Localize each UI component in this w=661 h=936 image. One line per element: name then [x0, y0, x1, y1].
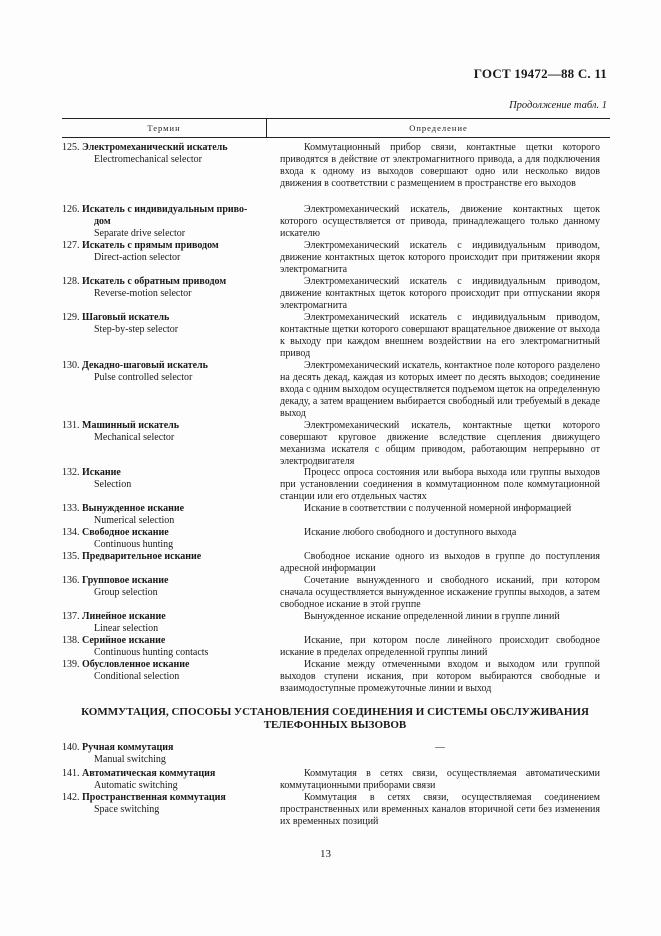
term-number: 130. [62, 360, 80, 371]
term-en: Direct-action selector [94, 252, 181, 263]
definition-cell [280, 659, 600, 695]
term-en: Linear selection [94, 623, 159, 634]
term-cell [62, 240, 268, 264]
term-cell [62, 142, 268, 166]
term-en: Electromechanical selector [94, 154, 202, 165]
term-ru: Ручная коммутация [82, 742, 174, 753]
term-number: 137. [62, 611, 80, 622]
table-header [62, 118, 610, 138]
term-number: 125. [62, 142, 80, 153]
term-en: Manual switching [94, 754, 166, 765]
definition-text: Сочетание вынужденного и свободного исканий, при котором сначала осуществляется вынужденное искажение группы выходов, а затем свободное искание в этой группе [280, 575, 600, 610]
term-ru: Серийное искание [82, 635, 166, 646]
column-header-term: Термин [62, 119, 267, 137]
term-number: 136. [62, 575, 80, 586]
term-ru: Искатель с прямым приводом [82, 240, 219, 251]
term-en: Continuous hunting [94, 539, 174, 550]
term-en: Pulse controlled selector [94, 372, 193, 383]
term-en: Mechanical selector [94, 432, 175, 443]
definition-text: Вынужденное искание определенной линии в группе линий [304, 611, 560, 622]
definition-cell [280, 467, 600, 503]
term-ru: Предварительное искание [82, 551, 202, 562]
term-number: 129. [62, 312, 80, 323]
term-cell [62, 611, 268, 635]
term-number: 128. [62, 276, 80, 287]
definition-cell [280, 575, 600, 611]
term-cell [62, 312, 268, 336]
definition-cell [280, 276, 600, 312]
definition-text: Процесс опроса состояния или выбора выхода или группы выходов при установлении соединения в коммутационном поле коммутационной станции или его отдельных частях [280, 467, 600, 502]
definition-cell [280, 420, 600, 468]
term-cell [62, 742, 268, 766]
definition-text: Коммутация в сетях связи, осуществляемая автоматическими коммутационными приборами связи [280, 768, 600, 791]
definition-cell [280, 611, 600, 623]
term-cell [62, 420, 268, 444]
term-en: Space switching [94, 804, 160, 815]
definition-text: — [435, 742, 445, 753]
term-number: 141. [62, 768, 80, 779]
term-en: Selection [94, 479, 132, 490]
term-cell [62, 792, 268, 816]
term-number: 132. [62, 467, 80, 478]
term-en: Group selection [94, 587, 158, 598]
term-ru: Линейное искание [82, 611, 166, 622]
term-cell [62, 551, 268, 563]
definition-cell [280, 360, 600, 420]
definition-text: Электромеханический искатель, движение контактных щеток которого осуществляется от привода, принадлежащего только данному искателю [280, 204, 600, 239]
term-number: 127. [62, 240, 80, 251]
term-en: Reverse-motion selector [94, 288, 192, 299]
term-ru: Машинный искатель [82, 420, 180, 431]
term-number: 131. [62, 420, 80, 431]
definition-text: Искание между отмеченными входом и выходом или группой выходов ступени искания, при котором выбираются свободные и взаимодоступные промежуточные линии и выход [280, 659, 600, 694]
definition-text: Электромеханический искатель, контактные щетки которого совершают круговое движение вследствие сцепления движущего механизма искателя с общим приводом, работающим непрерывно от электродвигателя [280, 420, 600, 467]
term-cell [62, 768, 268, 792]
definition-text: Электромеханический искатель, контактное поле которого разделено на десять декад, каждая из которых имеет по десять выходов; соединение входа с одним выходом осуществляется подъемом щеток на определенную декаду, а затем вращением выбирается свободный или требуемый в декаде выход [280, 360, 600, 419]
definition-cell [280, 792, 600, 828]
term-en: Continuous hunting contacts [94, 647, 209, 658]
term-cell [62, 276, 268, 300]
term-cell [62, 503, 268, 527]
term-ru: Искание [82, 467, 121, 478]
term-number: 139. [62, 659, 80, 670]
definition-cell [280, 142, 600, 190]
term-ru: Декадно-шаговый искатель [82, 360, 208, 371]
section-heading: КОММУТАЦИЯ, СПОСОБЫ УСТАНОВЛЕНИЯ СОЕДИНЕНИЯ И СИСТЕМЫ ОБСЛУЖИВАНИЯ ТЕЛЕФОННЫХ ВЫЗОВОВ [81, 706, 589, 731]
definition-cell [280, 503, 600, 515]
term-en: Numerical selection [94, 515, 175, 526]
definition-cell [280, 527, 600, 539]
definition-text: Электромеханический искатель с индивидуальным приводом, контактные щетки которого совершают вращательное движение от выхода к выходу при каждом внешнем воздействии на его электромагнитный привод [280, 312, 600, 359]
term-cell [62, 659, 268, 683]
term-cell [62, 635, 268, 659]
term-ru: Свободное искание [82, 527, 169, 538]
term-en: Separate drive selector [94, 228, 186, 239]
definition-text: Коммутация в сетях связи, осуществляемая соединением пространственных или временных каналов вторичной сети без изменения их временных позиций [280, 792, 600, 827]
definition-text: Искание, при котором после линейного происходит свободное искание в пределах определенной группы линий [280, 635, 600, 658]
term-number: 138. [62, 635, 80, 646]
term-ru: Искатель с индивидуальным приво- [82, 204, 248, 215]
term-cell [62, 467, 268, 491]
term-en: Automatic switching [94, 780, 178, 791]
standard-code: ГОСТ 19472—88 С. 11 [473, 66, 607, 81]
definition-cell [280, 742, 600, 754]
definition-cell [280, 204, 600, 240]
term-cell [62, 527, 268, 551]
term-number: 142. [62, 792, 80, 803]
column-header-definition: Определение [409, 123, 468, 133]
definition-text: Электромеханический искатель с индивидуальным приводом, движение контактных щеток которого происходит при притяжении якоря электромагнита [280, 240, 600, 275]
definition-text: Электромеханический искатель с индивидуальным приводом, движение контактных щеток которого происходит при отпускании якоря электромагнита [280, 276, 600, 311]
term-ru-continued: дом [94, 216, 111, 227]
term-ru: Автоматическая коммутация [82, 768, 216, 779]
definition-cell [280, 312, 600, 360]
term-ru: Искатель с обратным приводом [82, 276, 227, 287]
definition-text: Искание в соответствии с полученной номерной информацией [304, 503, 572, 514]
term-en: Conditional selection [94, 671, 180, 682]
term-ru: Пространственная коммутация [82, 792, 226, 803]
term-ru: Групповое искание [82, 575, 169, 586]
definition-cell [280, 551, 600, 575]
term-en: Step-by-step selector [94, 324, 179, 335]
term-number: 134. [62, 527, 80, 538]
definition-text: Искание любого свободного и доступного выхода [304, 527, 517, 538]
table-continuation-note: Продолжение табл. 1 [509, 100, 607, 111]
definition-text: Коммутационный прибор связи, контактные щетки которого приводятся в действие от электромагнитного привода, а для подключения входа к одному из выходов совершают одно или несколько видов движения в соответствии с размещением в пространстве его выходов [280, 142, 600, 189]
term-ru: Вынужденное искание [82, 503, 185, 514]
definition-cell [280, 240, 600, 276]
term-number: 135. [62, 551, 80, 562]
definition-cell [280, 768, 600, 792]
term-ru: Шаговый искатель [82, 312, 170, 323]
term-ru: Обусловленное искание [82, 659, 190, 670]
term-cell [62, 204, 268, 240]
term-ru: Электромеханический искатель [82, 142, 228, 153]
term-cell [62, 360, 268, 384]
term-number: 140. [62, 742, 80, 753]
term-number: 126. [62, 204, 80, 215]
term-number: 133. [62, 503, 80, 514]
definition-cell [280, 635, 600, 659]
page-number: 13 [320, 848, 331, 860]
term-cell [62, 575, 268, 599]
definition-text: Свободное искание одного из выходов в группе до поступления адресной информации [280, 551, 600, 574]
